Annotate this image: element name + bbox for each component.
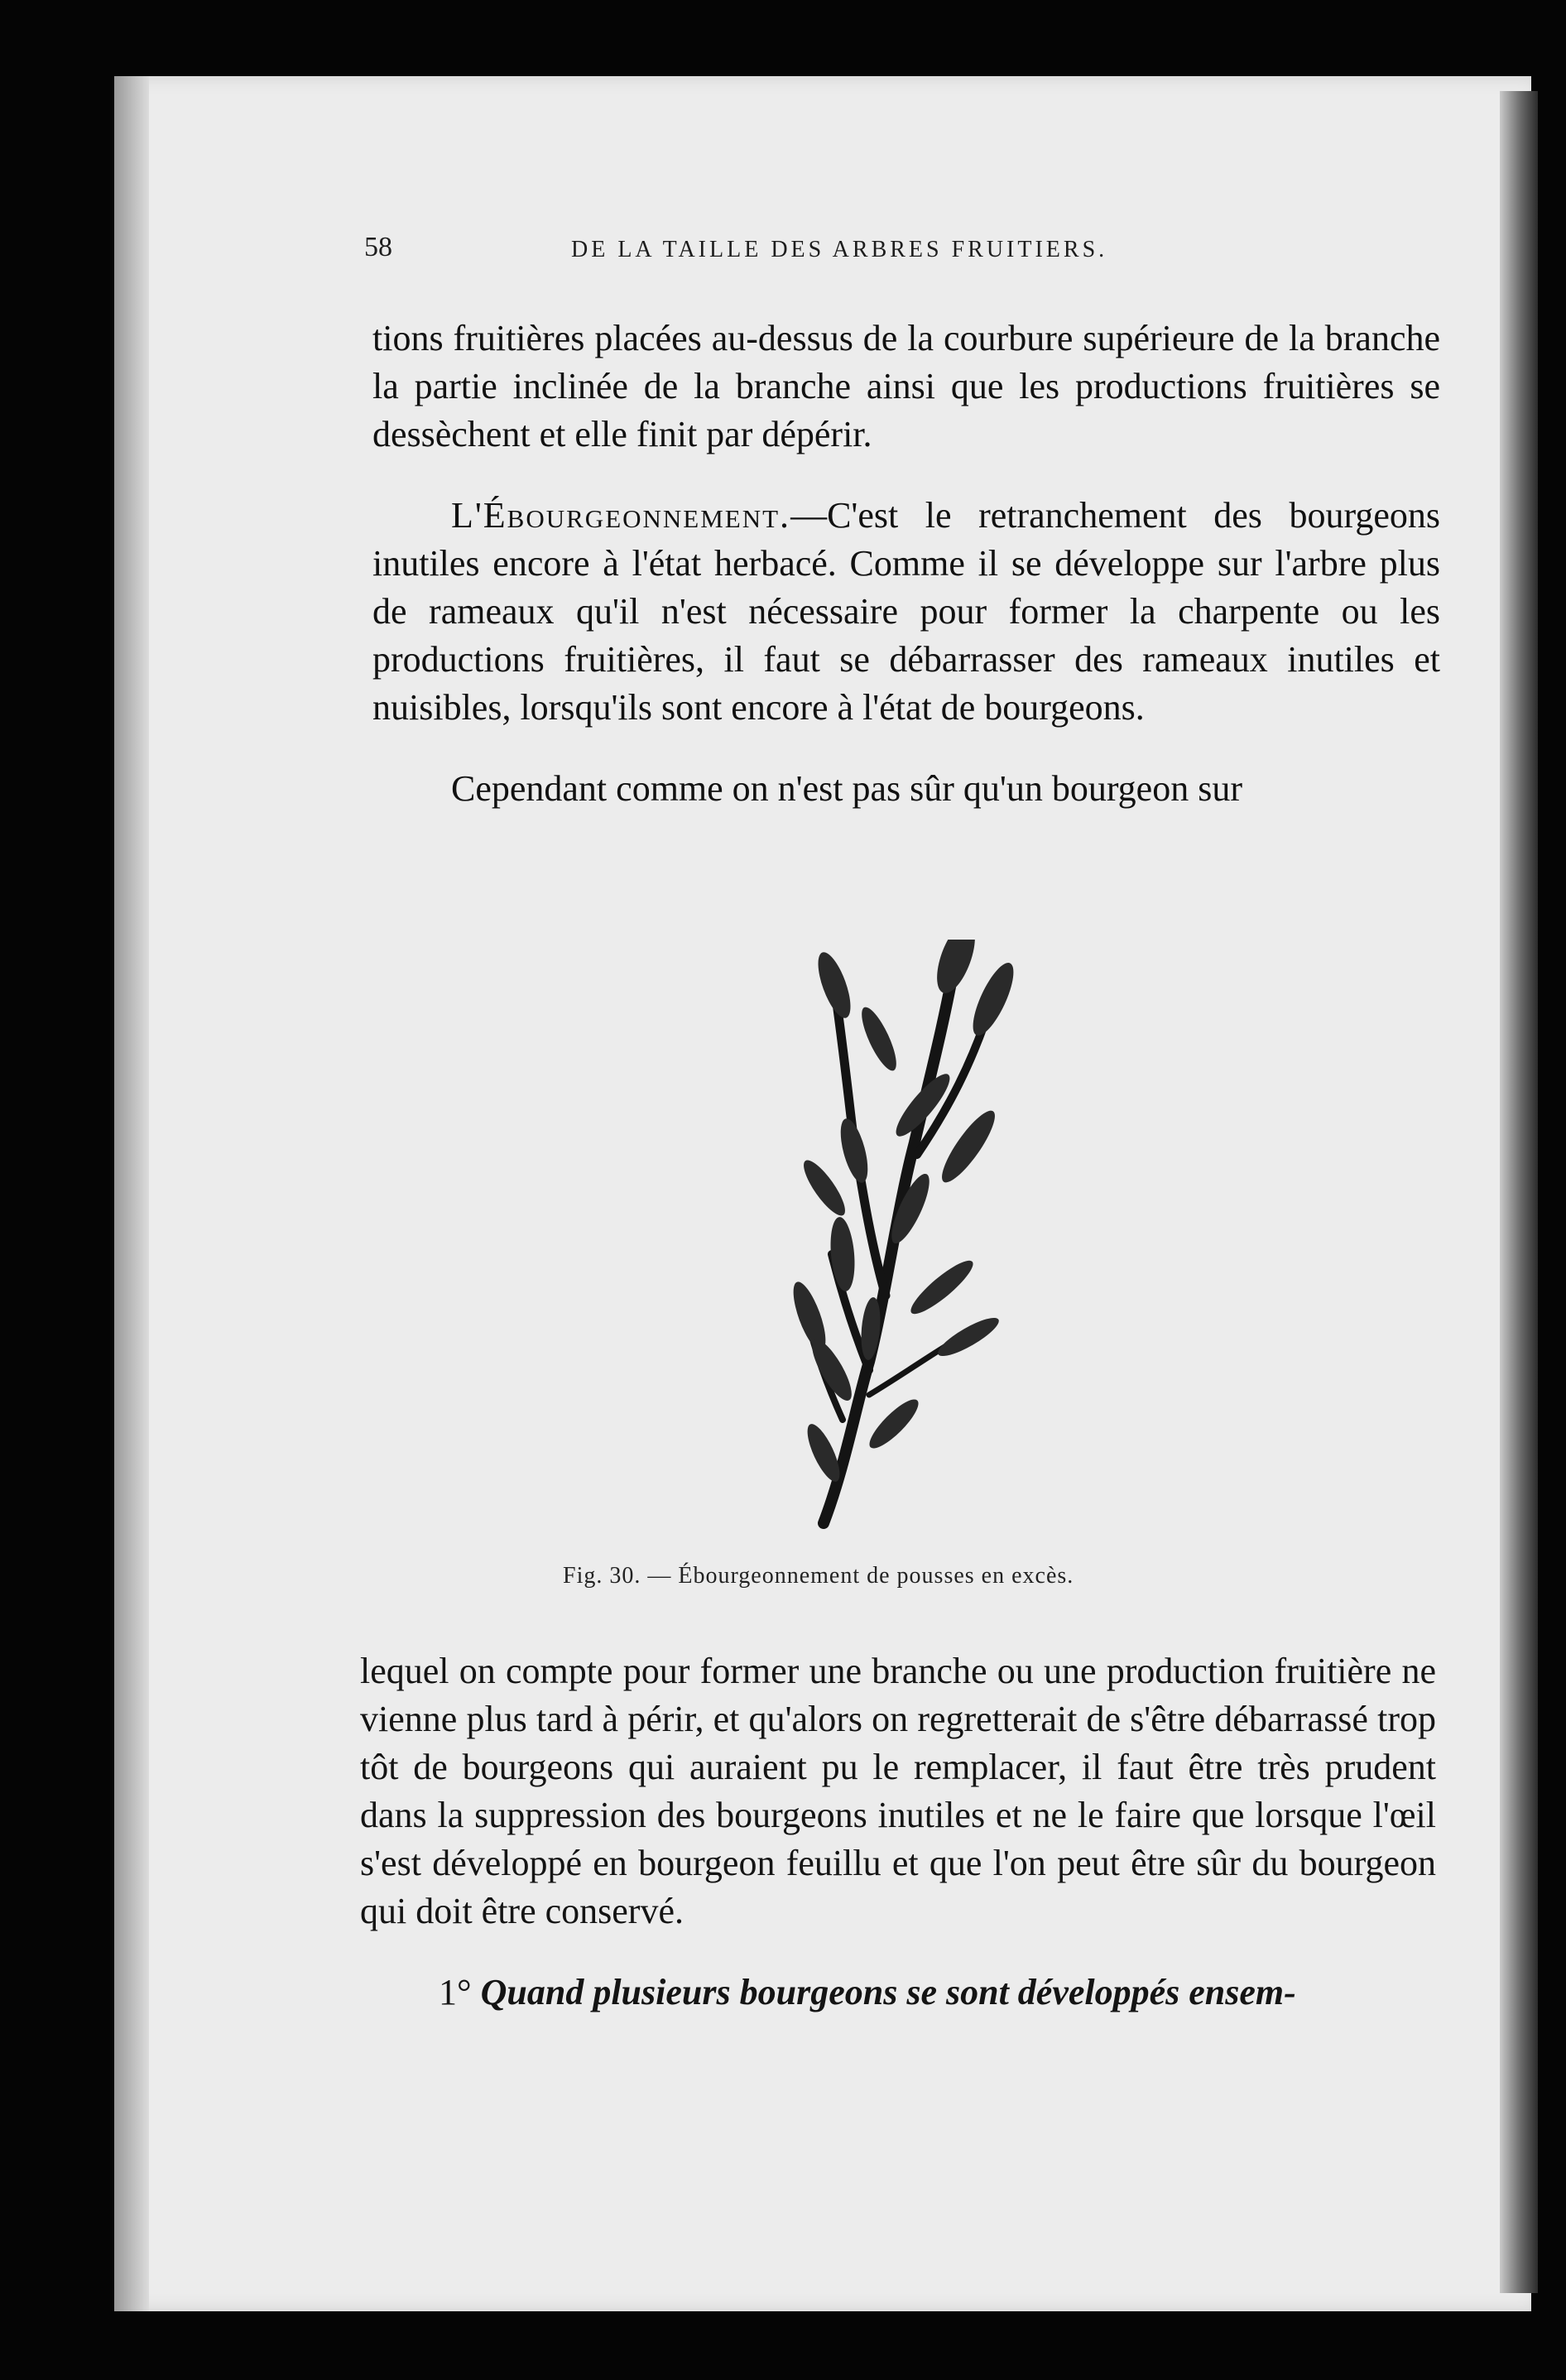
paragraph-5 bbox=[360, 1969, 1436, 2017]
text-block-bottom bbox=[360, 1647, 1436, 2050]
branch-icon bbox=[745, 940, 1093, 1536]
list-italic-text: Quand plusieurs bourgeons se sont développés ensem- bbox=[480, 1972, 1296, 2012]
figure-caption: Fig. 30. — Ébourgeonnement de pousses en excès. bbox=[563, 1563, 1074, 1589]
paragraph-2-text: —C'est le retranchement des bourgeons inutiles encore à l'état herbacé. Comme il se développe sur l'arbre plus de rameaux qu'il n'est nécessaire pour former la charpente ou les productions fruitières, il faut se débarrasser des rameaux inutiles et nuisibles, lorsqu'ils sont encore à l'état de bourgeons. bbox=[372, 495, 1440, 728]
budding-branch-illustration bbox=[745, 940, 1093, 1536]
paragraph-2 bbox=[372, 492, 1440, 732]
paragraph-3: Cependant comme on n'est pas sûr qu'un bourgeon sur bbox=[451, 768, 1242, 809]
paragraph-1: tions fruitières placées au-dessus de la courbure supérieure de la branche la partie inclinée de la branche ainsi que les productions fruitières se dessèchent et elle finit par dépérir. bbox=[372, 318, 1440, 454]
section-lead: L'Ébourgeonnement. bbox=[451, 495, 791, 536]
paragraph-4: lequel on compte pour former une branche ou une production fruitière ne vienne plus tard à périr, et qu'alors on regretterait de s'être débarrassé trop tôt de bourgeons qui auraient pu le remplacer, il faut être très prudent dans la suppression des bourgeons inutiles et ne le faire que lorsque l'œil s'est développé en bourgeon feuillu et que l'on peut être sûr du bourgeon qui doit être conservé. bbox=[360, 1651, 1436, 1931]
running-head: DE LA TAILLE DES ARBRES FRUITIERS. bbox=[571, 237, 1108, 262]
text-block-top bbox=[372, 315, 1440, 846]
page-header bbox=[364, 232, 1457, 281]
list-number: 1° bbox=[439, 1972, 472, 2012]
page-number: 58 bbox=[364, 232, 392, 262]
page-gutter bbox=[114, 76, 149, 2311]
page-edge bbox=[1500, 91, 1538, 2293]
